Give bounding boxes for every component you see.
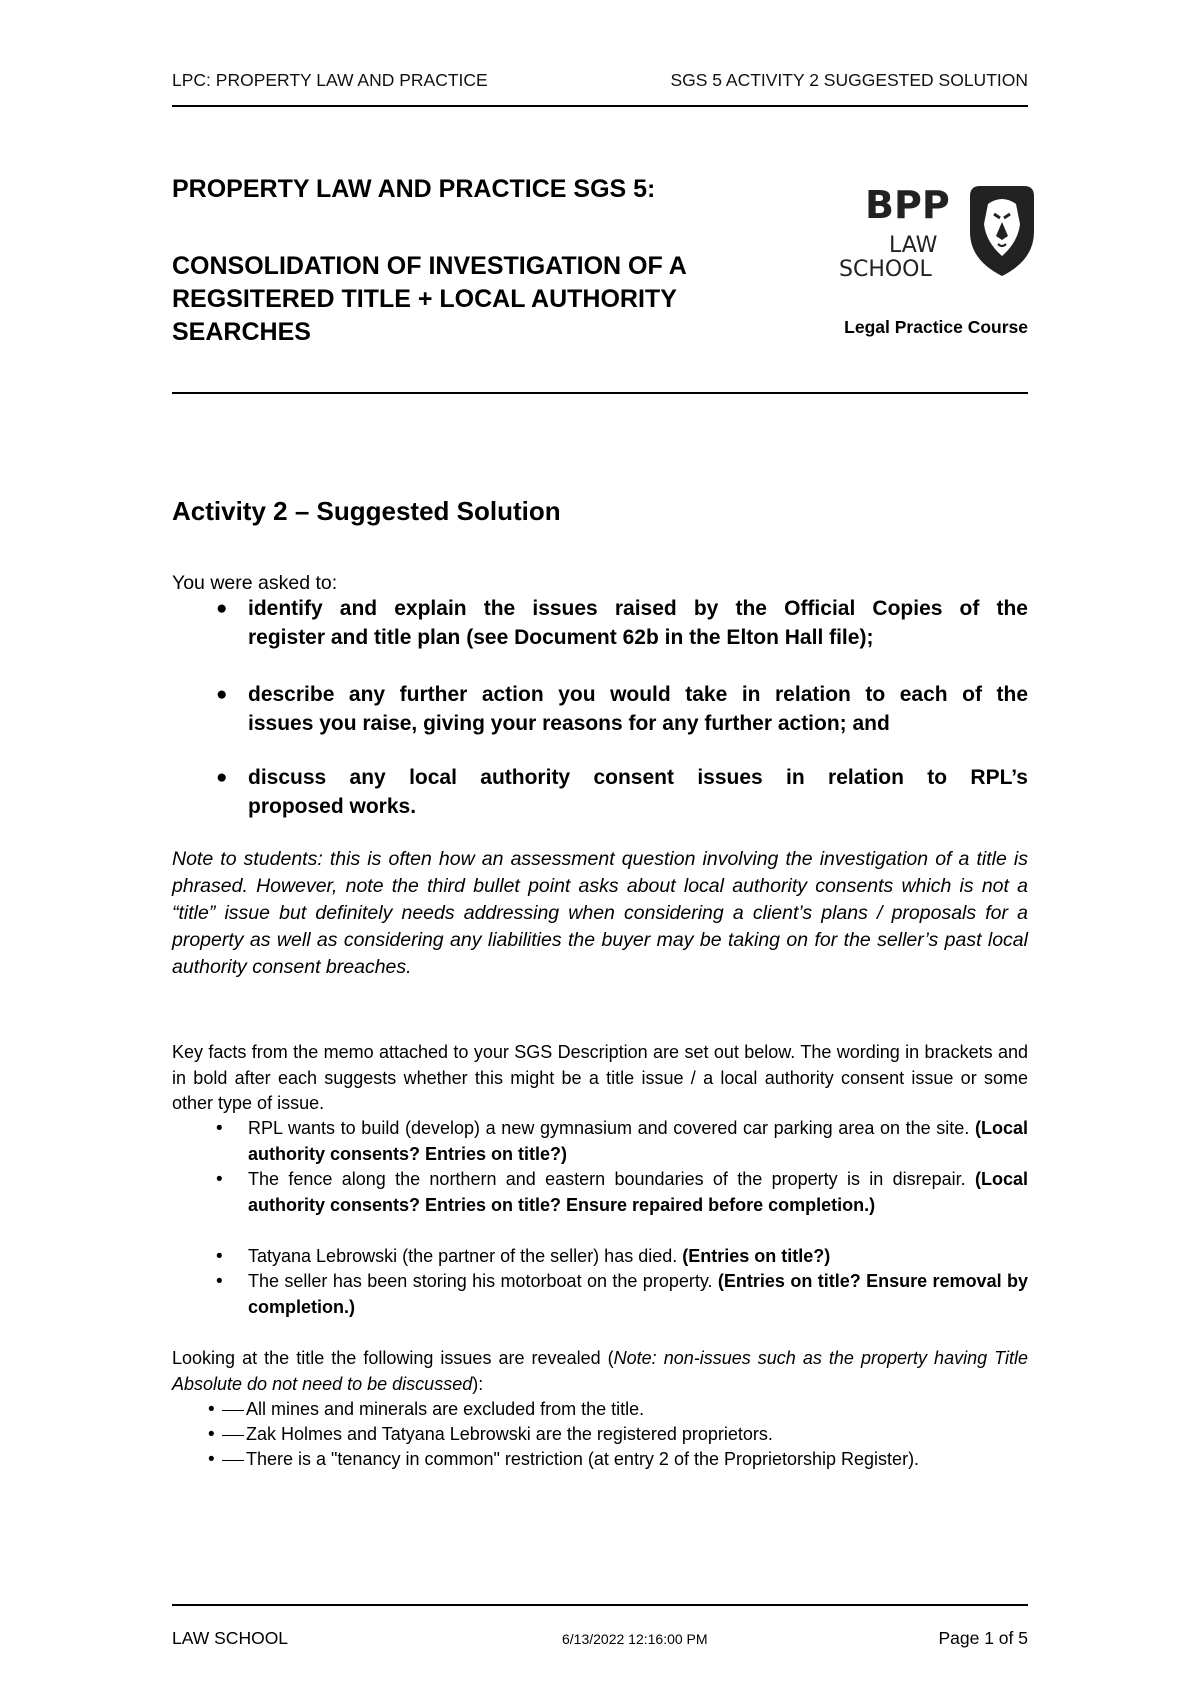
title-line-2: CONSOLIDATION OF INVESTIGATION OF A	[172, 252, 687, 280]
bullet-icon: •	[208, 1424, 215, 1445]
key-fact-4-text: The seller has been storing his motorboat on the property.	[248, 1271, 713, 1291]
title-issues-intro-start: Looking at the title the following issues are revealed (	[172, 1348, 614, 1368]
title-issues-intro	[172, 1346, 1028, 1397]
bullet-icon: ●	[216, 598, 228, 619]
key-fact-1-text: RPL wants to build (develop) a new gymnasium and covered car parking area on the site.	[248, 1118, 970, 1138]
key-fact-3-bold: (Entries on title?)	[682, 1246, 831, 1266]
key-fact-3-text: Tatyana Lebrowski (the partner of the seller) has died.	[248, 1246, 678, 1266]
bpp-law-school-logo	[838, 180, 1038, 290]
bullet-dash	[222, 1460, 244, 1461]
bullet-icon: •	[216, 1271, 223, 1292]
bullet-icon: •	[208, 1449, 215, 1470]
header-right-text: SGS 5 ACTIVITY 2 SUGGESTED SOLUTION	[670, 70, 1028, 90]
bullet-icon: •	[208, 1399, 215, 1420]
header-left-text: LPC: PROPERTY LAW AND PRACTICE	[172, 70, 488, 90]
title-issue-3: There is a "tenancy in common" restriction (at entry 2 of the Proprietorship Register).	[246, 1449, 920, 1469]
bullet-icon: ●	[216, 684, 228, 705]
section-heading: Activity 2 – Suggested Solution	[172, 496, 561, 526]
footer-date: 6/13/2022 12:16:00 PM	[562, 1631, 708, 1647]
bullet-icon: •	[216, 1169, 223, 1190]
logo-brand-text: BPP	[865, 183, 950, 227]
title-line-1: PROPERTY LAW AND PRACTICE SGS 5:	[172, 175, 656, 203]
task-2-line-1: describe any further action you would take in relation to each of the	[248, 683, 1028, 706]
title-line-3: REGSITERED TITLE + LOCAL AUTHORITY	[172, 285, 677, 313]
key-fact-1-bold: (Local authority consents? Entries on title?)	[248, 1118, 1028, 1164]
lion-shield-icon	[970, 186, 1034, 276]
logo-law-text: LAW	[889, 233, 938, 258]
bullet-icon: ●	[216, 767, 228, 788]
task-3-line-1: discuss any local authority consent issues in relation to RPL’s	[248, 766, 1028, 789]
key-fact-2-bold: (Local authority consents? Entries on title? Ensure repaired before completion.)	[248, 1169, 1028, 1215]
note-to-students: Note to students: this is often how an assessment question involving the investigation of a title is phrased. However, note the third bullet point asks about local authority consents which is not a “title” issue but definitely needs addressing when considering a client’s plans / proposals for a property as well as considering any liabilities the buyer may be taking on for the seller’s past local authority consent breaches.	[172, 848, 1028, 978]
bullet-dash	[222, 1410, 244, 1411]
key-facts-intro: Key facts from the memo attached to your SGS Description are set out below. The wording in brackets and in bold after each suggests whether this might be a title issue / a local authority consent issue or some other type of issue.	[172, 1042, 1028, 1113]
title-issues-intro-note: Note: non-issues such as the property having Title Absolute do not need to be discussed	[172, 1348, 1028, 1394]
footer-left-text: LAW SCHOOL	[172, 1628, 289, 1648]
task-1-line-1: identify and explain the issues raised by the Official Copies of the	[248, 597, 1028, 620]
bullet-dash	[222, 1435, 244, 1436]
intro-text: You were asked to:	[172, 572, 338, 594]
title-issues-intro-end: ):	[472, 1373, 484, 1394]
bullet-icon: •	[216, 1246, 223, 1267]
key-fact-4-bold: (Entries on title? Ensure removal by completion.)	[248, 1271, 1028, 1317]
bullet-icon: •	[216, 1118, 223, 1139]
logo-school-text: SCHOOL	[839, 257, 932, 282]
page-header	[172, 70, 1028, 92]
title-rule	[172, 392, 1028, 394]
title-issue-1: All mines and minerals are excluded from the title.	[246, 1399, 645, 1419]
logo-caption: Legal Practice Course	[844, 317, 1028, 337]
title-issue-2: Zak Holmes and Tatyana Lebrowski are the registered proprietors.	[246, 1424, 773, 1444]
task-1-line-2: register and title plan (see Document 62b in the Elton Hall file);	[248, 626, 874, 649]
key-fact-2-text: The fence along the northern and eastern boundaries of the property is in disrepair.	[248, 1169, 966, 1189]
footer-rule	[172, 1604, 1028, 1606]
title-line-4: SEARCHES	[172, 318, 311, 346]
task-3-line-2: proposed works.	[248, 795, 417, 818]
page-number: Page 1 of 5	[938, 1628, 1028, 1648]
task-2-line-2: issues you raise, giving your reasons for any further action; and	[248, 712, 890, 735]
header-rule	[172, 105, 1028, 107]
